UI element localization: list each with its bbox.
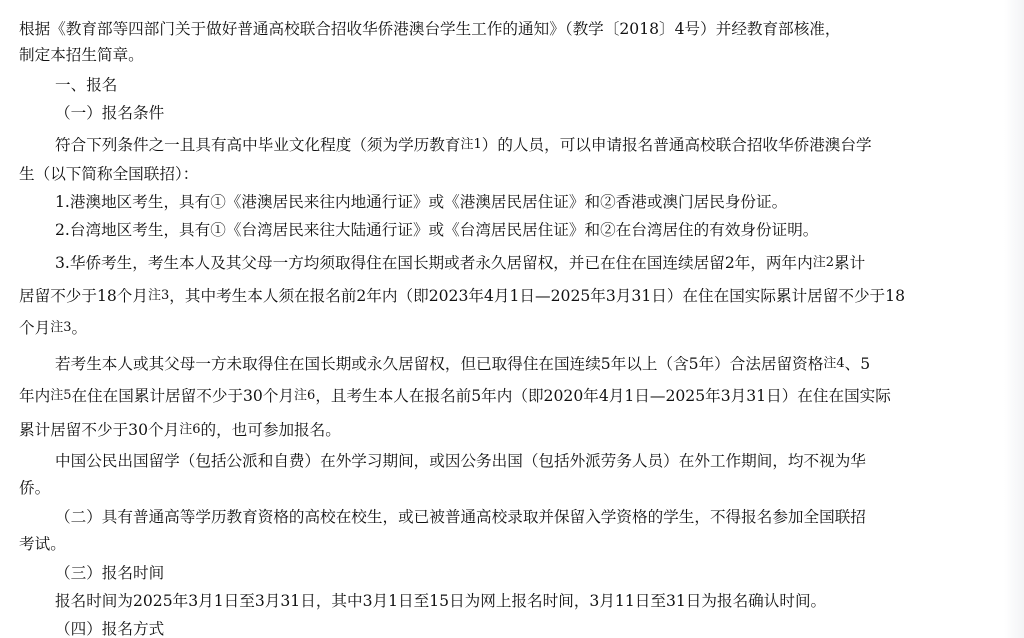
note-ref-6: 注6	[294, 388, 316, 403]
conditions-intro-text-a: 符合下列条件之一且具有高中毕业文化程度（须为学历教育	[55, 136, 461, 154]
note-ref-5: 注5	[50, 388, 72, 403]
preamble-line-1: 根据《教育部等四部门关于做好普通高校联合招收华侨港澳台学生工作的通知》（教学〔2018〕4号）并经教育部核准，	[19, 20, 841, 38]
conditions-intro-line-1	[55, 135, 872, 157]
subsection-title-conditions: （一）报名条件	[55, 104, 165, 122]
note-ref-3: 注3	[148, 288, 170, 303]
subsection-2-line-2: 考试。	[19, 535, 66, 553]
condition-item-3-line-1	[55, 253, 865, 275]
alt-text-e: ，且考生本人在报名前5年内（即2020年4月1日—2025年3月31日）在住在国实际	[315, 387, 891, 405]
item-3-text-e: 个月	[19, 319, 51, 337]
note-ref-1: 注1	[460, 137, 482, 152]
subsection-2-line-1: （二）具有普通高等学历教育资格的高校在校生，或已被普通高校录取并保留入学资格的学生，不得报名参加全国联招	[55, 508, 866, 526]
alt-residency-line-1	[55, 354, 870, 376]
alt-residency-line-2	[19, 386, 891, 408]
subsection-title-time: （三）报名时间	[55, 564, 165, 582]
condition-item-2: 2.台湾地区考生，具有①《台湾居民来往大陆通行证》或《台湾居民居住证》和②在台湾居住的有效身份证明。	[55, 221, 819, 239]
abroad-note-line-2: 侨。	[19, 479, 51, 497]
item-3-text-f: 。	[71, 319, 88, 337]
abroad-note-line-1: 中国公民出国留学（包括公派和自费）在外学习期间，或因公务出国（包括外派劳务人员）在外工作期间，均不视为华	[55, 452, 866, 470]
subsection-title-method: （四）报名方式	[55, 620, 165, 638]
note-ref-2: 注2	[812, 255, 834, 270]
conditions-intro-line-2: 生（以下简称全国联招）：	[19, 165, 199, 183]
note-ref-3b: 注3	[50, 320, 72, 335]
item-3-text-c: 居留不少于18个月	[19, 287, 148, 305]
alt-text-d: 在住在国累计居留不少于30个月	[71, 387, 295, 405]
condition-item-3-line-2	[19, 286, 905, 308]
item-3-text-b: 累计	[834, 254, 866, 272]
alt-text-c: 年内	[19, 387, 51, 405]
alt-text-a: 若考生本人或其父母一方未取得住在国长期或永久居留权，但已取得住在国连续5年以上（含5年）合法居留资格	[55, 355, 824, 373]
preamble-line-2: 制定本招生简章。	[19, 46, 144, 64]
conditions-intro-text-b: ）的人员，可以申请报名普通高校联合招收华侨港澳台学	[481, 136, 872, 154]
section-title-registration: 一、报名	[55, 76, 118, 94]
note-ref-4: 注4	[823, 356, 845, 371]
page-edge-shadow	[1004, 0, 1024, 638]
condition-item-1: 1.港澳地区考生，具有①《港澳居民来往内地通行证》或《港澳居民居住证》和②香港或澳门居民身份证。	[55, 193, 788, 211]
condition-item-3-line-3	[19, 318, 87, 340]
alt-text-g: 的，也可参加报名。	[200, 421, 341, 439]
note-ref-6b: 注6	[179, 422, 201, 437]
alt-text-f: 累计居留不少于30个月	[19, 421, 180, 439]
alt-residency-line-3	[19, 420, 341, 442]
registration-time-text: 报名时间为2025年3月1日至3月31日，其中3月1日至15日为网上报名时间，3月11日至31日为报名确认时间。	[55, 592, 827, 610]
item-3-text-a: 3.华侨考生，考生本人及其父母一方均须取得住在国长期或者永久居留权，并已在住在国连续居留2年，两年内	[55, 254, 813, 272]
item-3-text-d: ，其中考生本人须在报名前2年内（即2023年4月1日—2025年3月31日）在住在国实际累计居留不少于18	[169, 287, 905, 305]
alt-text-b: 、5	[844, 355, 871, 373]
